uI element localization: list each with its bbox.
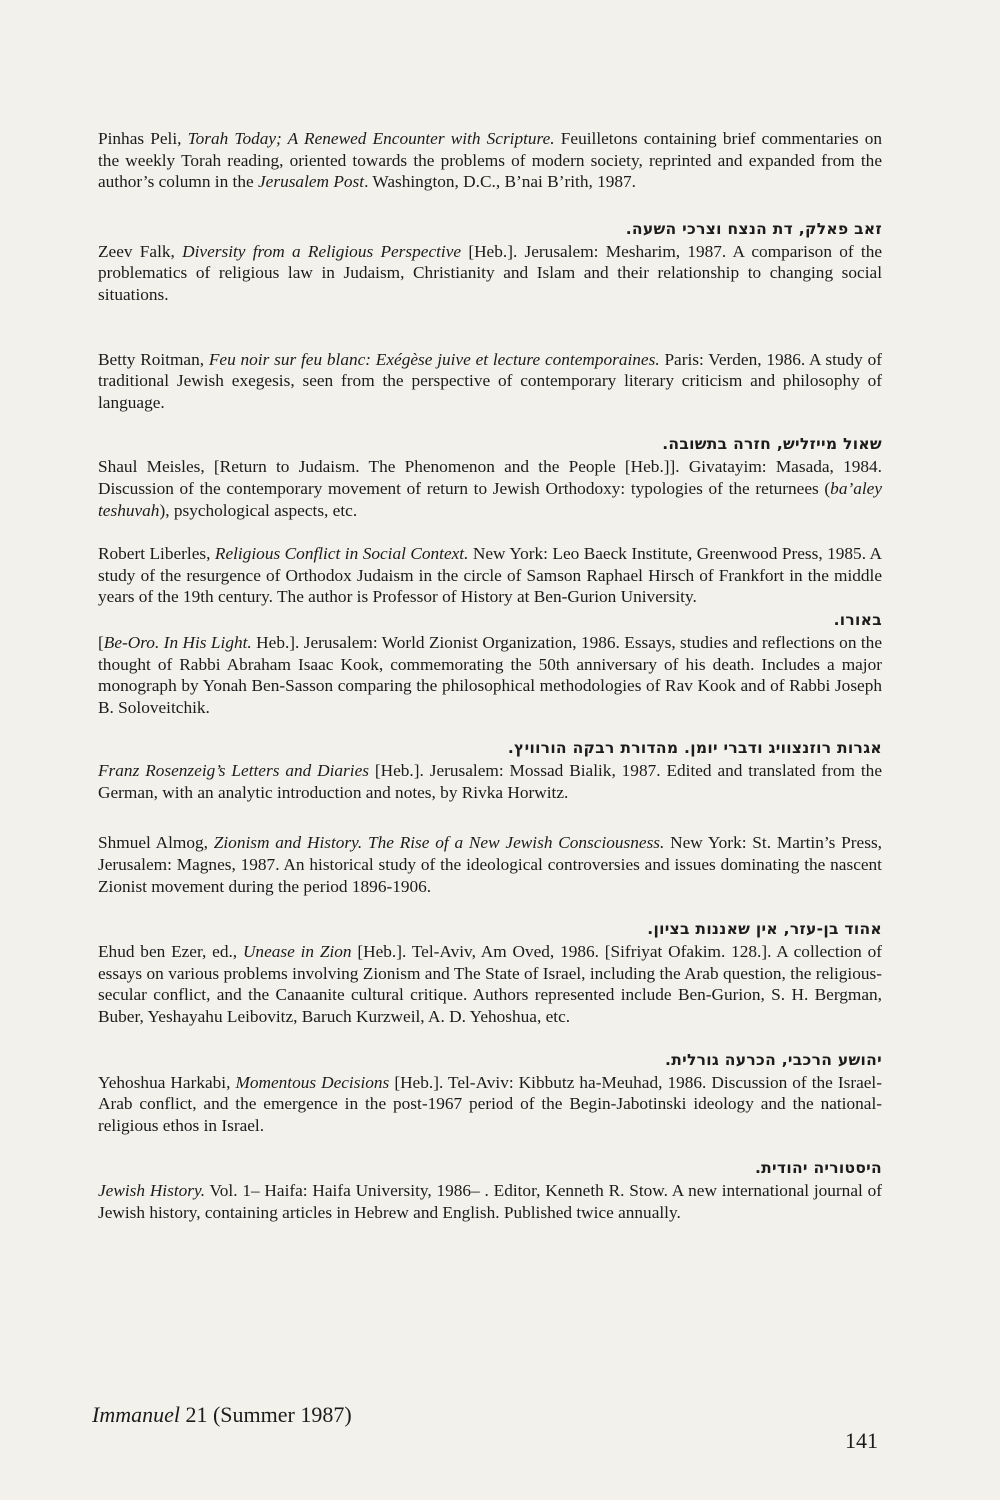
bibliography-entry-harkabi — [98, 1072, 882, 1137]
bibliography-entry-roitman — [98, 349, 882, 414]
entry-description: New York: St. Martin’s Press, Jerusalem: Magnes, 1987. An historical study of the ideological controversies and issues dominating the nascent Zionist movement during the period 1896-1906. — [98, 833, 882, 896]
entry-author: Ehud ben Ezer, ed., — [98, 942, 243, 962]
entry-description: Paris: Verden, 1986. A study of traditional Jewish exegesis, seen from the perspective of contemporary literary criticism and philosophy of language. — [98, 349, 882, 412]
hebrew-title: יהושע הרכבי, הכרעה גורלית. — [665, 1050, 882, 1069]
entry-title-secondary: ba’aley teshuvah — [98, 478, 882, 520]
entry-title: Jewish History. — [98, 1181, 206, 1201]
entry-author: Betty Roitman, — [98, 349, 209, 369]
entry-title: Torah Today; A Renewed Encounter with Scripture. — [187, 129, 555, 148]
page-number: 141 — [845, 1428, 878, 1453]
entry-description-end: . Washington, D.C., B’nai B’rith, 1987. — [364, 172, 636, 192]
bibliography-entry-peli — [98, 128, 882, 193]
entry-author: Shaul Meisles, — [98, 457, 214, 477]
bibliography-entry-ben-ezer — [98, 941, 882, 1027]
entry-description: New York: Leo Baeck Institute, Greenwood Press, 1985. A study of the resurgence of Orthodox Judaism in the circle of Samson Raphael Hirsch of Frankfort in the middle years of the 19th century. The author is Professor of History at Ben-Gurion University. — [98, 544, 883, 607]
entry-title: Be-Oro. In His Light. — [103, 632, 252, 652]
entry-title: Momentous Decisions — [235, 1072, 390, 1092]
entry-author: [ — [98, 632, 104, 652]
entry-title: Unease in Zion — [242, 942, 352, 962]
hebrew-title: באורו. — [833, 610, 882, 629]
hebrew-title: היסטוריה יהודית. — [754, 1159, 882, 1178]
entry-description-end: ), psychological aspects, etc. — [159, 500, 358, 520]
journal-footer — [92, 1402, 352, 1428]
entry-description: Heb.]. Jerusalem: World Zionist Organization, 1986. Essays, studies and reflections on the thought of Rabbi Abraham Isaac Kook, commemorating the 50th anniversary of his death. Includes a major monograph by Yonah Ben-Sasson comparing the philosophical methodologies of Rav Kook and of Rabbi Joseph B. Soloveitchik. — [98, 632, 882, 717]
bibliography-entry-rosenzweig — [98, 760, 882, 803]
entry-description: Vol. 1– Haifa: Haifa University, 1986– . Editor, Kenneth R. Stow. A new international journal of Jewish history, containing articles in Hebrew and English. Published twice annually. — [98, 1181, 882, 1222]
entry-title-secondary: Jerusalem Post — [258, 172, 365, 192]
entry-description: [Heb.]. Jerusalem: Mesharim, 1987. A comparison of the problematics of religious law in Judaism, Christianity and Islam and their relationship to changing social situations. — [98, 241, 882, 304]
entry-description: [Heb.]. Tel-Aviv, Am Oved, 1986. [Sifriyat Ofakim. 128.]. A collection of essays on various problems involving Zionism and The State of Israel, including the Arab question, the religious-secular conflict, and the Canaanite cultural critique. Authors represented include Ben-Gurion, S. H. Bergman, Buber, Yeshayahu Leibovitz, Baruch Kurzweil, A. D. Yehoshua, etc. — [98, 942, 882, 1027]
hebrew-title: זאב פאלק, דת הנצח וצרכי השעה. — [625, 219, 882, 238]
entry-author: Shmuel Almog, — [98, 833, 214, 853]
hebrew-title: שאול מייזליש, חזרה בתשובה. — [662, 435, 882, 454]
journal-name: Immanuel — [92, 1402, 180, 1427]
entry-title: Feu noir sur feu blanc: Exégèse juive et lecture contemporaines. — [208, 349, 660, 369]
entry-author: Yehoshua Harkabi, — [98, 1072, 236, 1092]
entry-author: Zeev Falk, — [98, 241, 183, 261]
entry-title: Franz Rosenzeig’s Letters and Diaries — [98, 761, 369, 781]
hebrew-title: אהוד בן-עזר, אין שאננות בציון. — [647, 920, 882, 939]
entry-author: Robert Liberles, — [98, 544, 215, 564]
journal-issue: 21 (Summer 1987) — [179, 1402, 352, 1427]
hebrew-title: אגרות רוזנצוויג ודברי יומן. מהדורת רבקה הורוויץ. — [507, 739, 882, 758]
entry-title: Zionism and History. The Rise of a New Jewish Consciousness. — [213, 833, 665, 853]
entry-author: Pinhas Peli, — [98, 129, 188, 148]
bibliography-entry-be-oro — [98, 632, 882, 718]
entry-description: [Heb.]. Tel-Aviv: Kibbutz ha-Meuhad, 1986. Discussion of the Israel-Arab conflict, and the emergence in the post-1967 period of the Begin-Jabotinski ideology and the national-religious ethos in Israel. — [98, 1072, 882, 1135]
bibliography-entry-falk — [98, 241, 882, 306]
entry-description: [Return to Judaism. The Phenomenon and the People [Heb.]]. Givatayim: Masada, 1984. Discussion of the contemporary movement of return to Jewish Orthodoxy: typologies of the returnees ( — [98, 457, 882, 498]
entry-title: Diversity from a Religious Perspective — [182, 241, 462, 261]
entry-title: Religious Conflict in Social Context. — [214, 544, 469, 564]
entry-description: Feuilletons containing brief commentaries on the weekly Torah reading, oriented towards the problems of modern society, reprinted and expanded from the author’s column in the — [98, 129, 882, 192]
entry-description: [Heb.]. Jerusalem: Mossad Bialik, 1987. Edited and translated from the German, with an analytic introduction and notes, by Rivka Horwitz. — [98, 761, 882, 802]
bibliography-entry-almog — [98, 832, 882, 897]
bibliography-entry-meisles — [98, 456, 882, 521]
bibliography-entry-jewish-history — [98, 1180, 882, 1223]
bibliography-entry-liberles — [98, 543, 882, 608]
